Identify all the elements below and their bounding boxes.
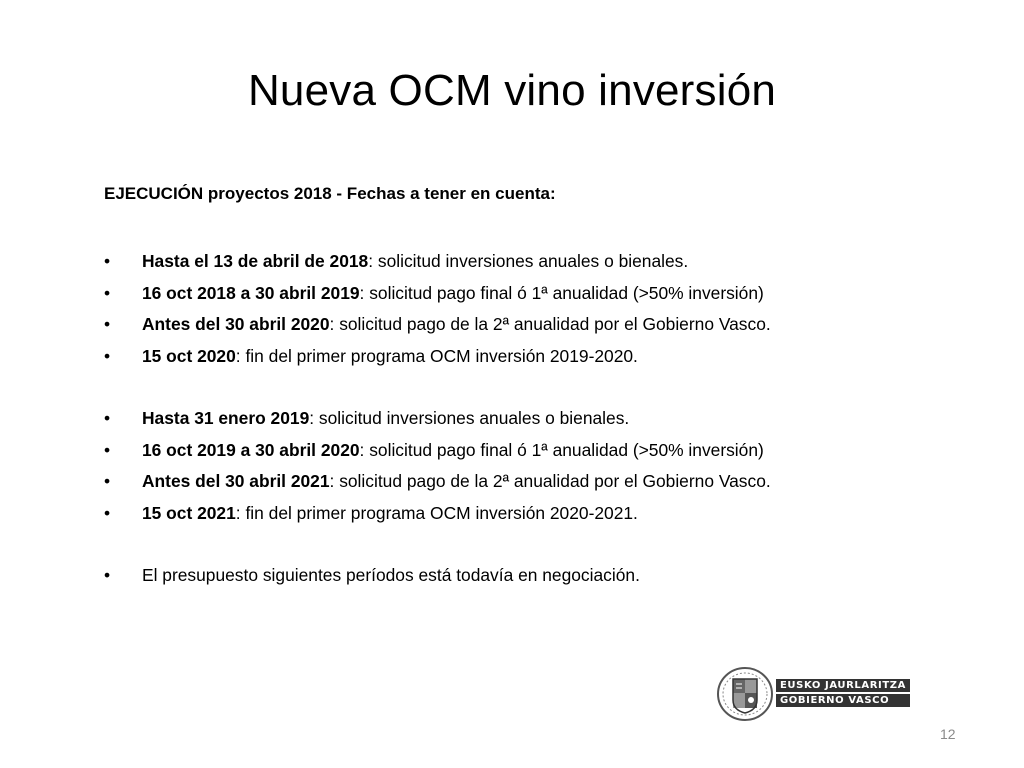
bullet-date: 15 oct 2020 bbox=[142, 345, 236, 366]
logo-text-basque: EUSKO JAURLARITZA bbox=[776, 679, 910, 692]
bullet-dot: • bbox=[104, 408, 111, 428]
bullet-text: : solicitud inversiones anuales o bienales. bbox=[309, 408, 630, 428]
bullet-date: Antes del 30 abril 2020 bbox=[142, 314, 330, 334]
bullet-dot: • bbox=[104, 502, 111, 523]
bullet-item bbox=[104, 498, 984, 530]
bullet-dot: • bbox=[104, 471, 111, 491]
bullet-item bbox=[104, 341, 984, 373]
logo-text-spanish: GOBIERNO VASCO bbox=[776, 694, 910, 707]
bullet-text: : solicitud pago final ó 1ª anualidad (>50% inversión) bbox=[359, 282, 764, 303]
bullet-dot: • bbox=[104, 282, 111, 303]
bullet-list bbox=[104, 246, 984, 592]
bullet-date: 16 oct 2018 a 30 abril 2019 bbox=[142, 282, 360, 303]
bullet-text: El presupuesto siguientes períodos está todavía en negociación. bbox=[142, 565, 640, 585]
bullet-date: Hasta el 13 de abril de 2018 bbox=[142, 251, 369, 271]
bullet-item bbox=[104, 309, 984, 341]
bullet-text: : solicitud inversiones anuales o bienales. bbox=[368, 251, 689, 271]
bullet-date: 15 oct 2021 bbox=[142, 502, 236, 523]
bullet-item bbox=[104, 246, 984, 278]
basque-government-coat-of-arms-icon bbox=[716, 666, 774, 722]
bullet-dot: • bbox=[104, 314, 111, 334]
bullet-item bbox=[104, 435, 984, 467]
bullet-dot: • bbox=[104, 251, 111, 271]
bullet-text: : fin del primer programa OCM inversión 2020-2021. bbox=[235, 502, 638, 523]
bullet-date: 16 oct 2019 a 30 abril 2020 bbox=[142, 439, 360, 460]
page-number: 12 bbox=[940, 726, 956, 742]
bullet-text: : solicitud pago final ó 1ª anualidad (>50% inversión) bbox=[359, 439, 764, 460]
slide-title: Nueva OCM vino inversión bbox=[247, 66, 777, 115]
bullet-text: : solicitud pago de la 2ª anualidad por el Gobierno Vasco. bbox=[329, 314, 771, 334]
bullet-item bbox=[104, 560, 984, 592]
bullet-item bbox=[104, 278, 984, 310]
bullet-date: Hasta 31 enero 2019 bbox=[142, 408, 310, 428]
bullet-text: : solicitud pago de la 2ª anualidad por el Gobierno Vasco. bbox=[329, 471, 771, 491]
bullet-dot: • bbox=[104, 345, 111, 366]
bullet-dot: • bbox=[104, 439, 111, 460]
gobierno-vasco-logo bbox=[716, 666, 912, 722]
slide-subtitle: EJECUCIÓN proyectos 2018 - Fechas a tener en cuenta: bbox=[104, 184, 556, 203]
bullet-text: : fin del primer programa OCM inversión 2019-2020. bbox=[235, 345, 638, 366]
bullet-date: Antes del 30 abril 2021 bbox=[142, 471, 330, 491]
bullet-item bbox=[104, 403, 984, 435]
bullet-item bbox=[104, 466, 984, 498]
bullet-dot: • bbox=[104, 565, 111, 585]
